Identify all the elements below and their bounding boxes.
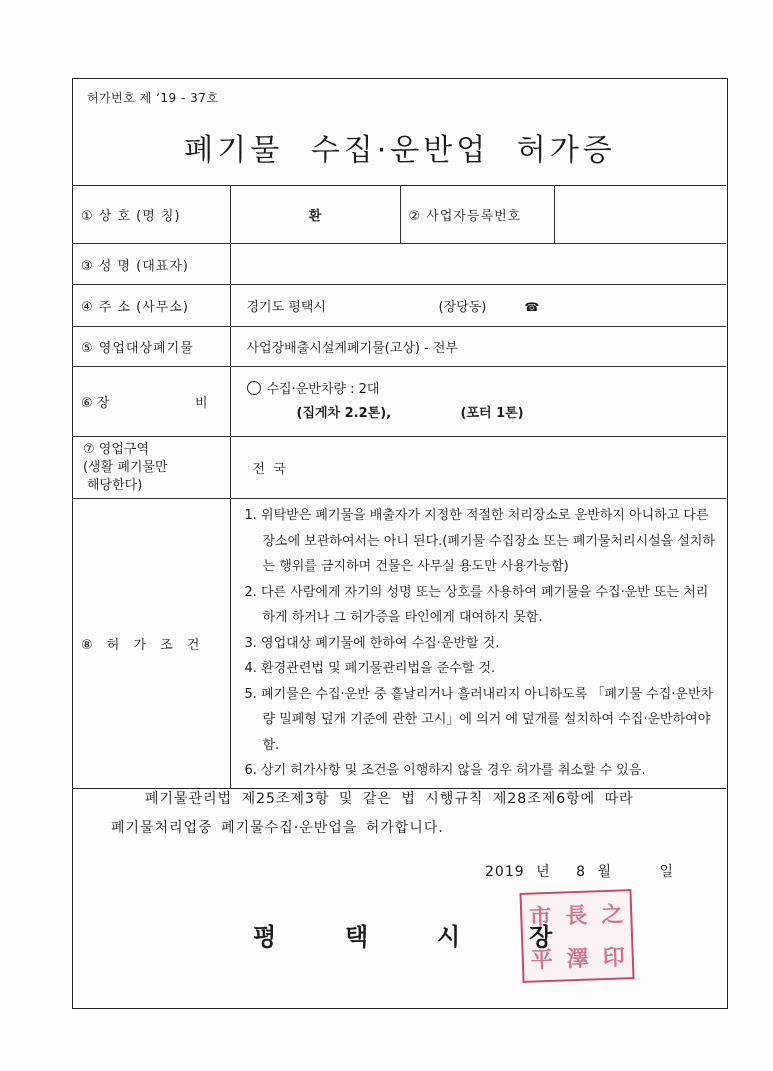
- value-waste: [230, 327, 726, 367]
- statement-line2: 폐기물처리업중 폐기물수집·운반업을 허가합니다.: [111, 820, 444, 836]
- value-trade-name: 환: [230, 186, 400, 244]
- address-dong: (장당동): [438, 300, 487, 315]
- value-address: [230, 285, 726, 327]
- label-address: ④ 주 소 (사무소): [73, 285, 230, 327]
- waste-text: 사업장배출시설계폐기물(고상) - 전부: [246, 341, 458, 356]
- label-area-l3: 해당한다): [87, 477, 143, 493]
- seal-glyph-1: 市: [528, 904, 552, 931]
- condition-item-4: 4. 환경관련법 및 폐기물관리법을 준수할 것.: [244, 661, 496, 676]
- label-trade-name: ① 상 호 (명 칭): [73, 186, 230, 244]
- issue-date: [485, 861, 674, 881]
- condition-item-2: 2. 다른 사람에게 자기의 성명 또는 상호를 사용하여 폐기물을 수집·운반 또는 처리 하게 하거나 그 허가증을 타인에게 대여하지 못함.: [244, 584, 709, 625]
- statement: [73, 785, 727, 843]
- seal-glyph-3: 之: [600, 902, 624, 929]
- seal-glyph-5: 澤: [566, 946, 590, 973]
- area-text: 전 국: [252, 462, 288, 477]
- row-equipment: [73, 367, 726, 437]
- date-year: 2019: [485, 864, 525, 880]
- label-name: ③ 성 명 (대표자): [73, 244, 230, 285]
- circle-bullet-icon: [247, 381, 261, 395]
- issuer-char-3: 시: [437, 923, 461, 951]
- label-conditions: ⑧ 허 가 조 건: [73, 499, 230, 789]
- permit-document: [72, 78, 728, 1009]
- value-conditions: [230, 499, 726, 789]
- row-trade-name: [73, 186, 726, 244]
- date-year-unit: 년: [536, 864, 551, 880]
- row-address: [73, 285, 726, 327]
- condition-item-5: 5. 폐기물은 수집·운반 중 흩날리거나 흘러내리지 아니하도록 「폐기물 수집·운반차량 밀폐형 덮개 기준에 관한 고시」에 의거 에 덮개를 설치하여 수집·운반하여야 함.: [244, 686, 714, 753]
- seal-glyph-4: 平: [530, 947, 554, 974]
- permit-number: 허가번호 제 ‘19 - 37호: [87, 91, 219, 105]
- condition-item-1: 1. 위탁받은 폐기물을 배출자가 지정한 적절한 처리장소로 운반하지 아니하고 다른 장소에 보관하여서는 아니 된다.(폐기물 수집장소 또는 폐기물처리시설을 설치하는 행위를 금지하며 건물은 사무실 용도만 사용가능함): [244, 508, 716, 574]
- row-conditions: [73, 499, 726, 789]
- row-waste: [73, 327, 726, 367]
- row-area: [73, 437, 726, 499]
- equipment-line1: 수집·운반차량 : 2대: [266, 381, 380, 397]
- equipment-vehicle1: (집게차 2.2톤),: [296, 405, 392, 421]
- document-title: 폐기물 수집·운반업 허가증: [184, 133, 616, 168]
- label-business-reg: ② 사업자등록번호: [400, 186, 554, 244]
- value-area: [230, 437, 726, 499]
- issuer-char-4: 장: [529, 923, 553, 951]
- label-area-l1: ⑦ 영업구역: [83, 441, 150, 457]
- value-name: [230, 244, 726, 285]
- statement-line1: 폐기물관리법 제25조제3항 및 같은 법 시행규칙 제28조제6항에 따라: [145, 791, 634, 807]
- date-month-unit: 월: [597, 864, 612, 880]
- label-waste: ⑤ 영업대상폐기물: [73, 327, 230, 367]
- issuer-char-2: 택: [345, 923, 369, 951]
- condition-item-3: 3. 영업대상 폐기물에 한하여 수집·운반할 것.: [244, 635, 500, 651]
- label-area-l2: (생활 폐기물만: [83, 459, 168, 475]
- value-equipment: [230, 367, 726, 437]
- label-equipment: [73, 367, 230, 437]
- label-equipment-a: ⑥ 장: [81, 396, 110, 411]
- date-month: 8: [576, 864, 586, 880]
- label-equipment-b: 비: [194, 396, 208, 411]
- label-area: [73, 437, 230, 499]
- seal-glyph-6: 印: [602, 945, 626, 972]
- row-name: [73, 244, 726, 285]
- condition-item-6: 6. 상기 허가사항 및 조건을 이행하지 않을 경우 허가를 취소할 수 있음.: [244, 763, 646, 778]
- value-business-reg: [554, 186, 726, 244]
- equipment-vehicle2: (포터 1톤): [460, 405, 524, 421]
- conditions-list: [237, 499, 725, 788]
- permit-table: [73, 185, 726, 789]
- date-day-unit: 일: [659, 864, 674, 880]
- issuer-char-1: 평: [253, 923, 277, 951]
- seal-glyph-2: 長: [564, 903, 588, 930]
- address-city: 경기도 평택시: [246, 300, 326, 315]
- phone-icon: ☎: [524, 300, 540, 314]
